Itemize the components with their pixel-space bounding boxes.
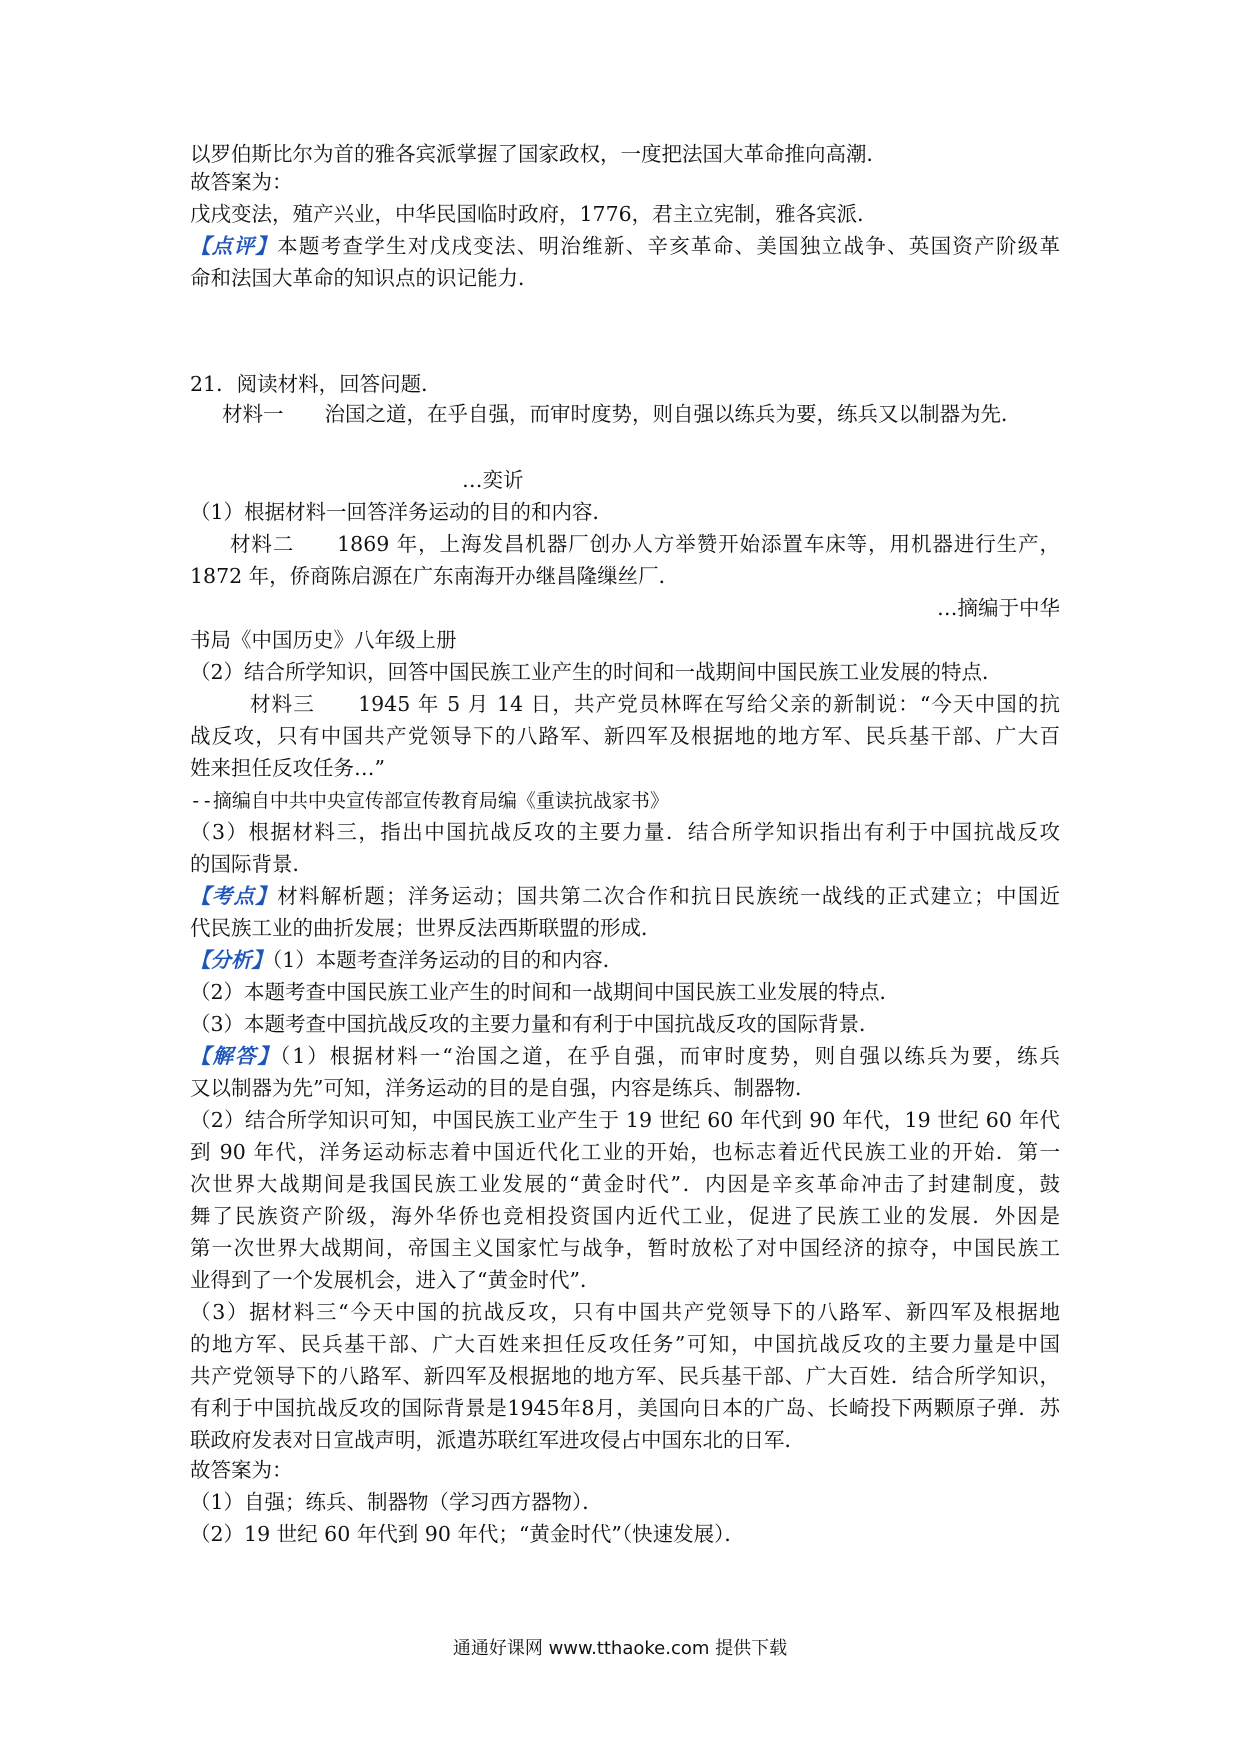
jieda-line: 有利于中国抗战反攻的国际背景是1945年8月，美国向日本的广岛、长崎投下两颗原子弹．苏 — [190, 1396, 1060, 1420]
fenxi-line — [190, 944, 1060, 976]
jieda-line: 的地方军、民兵基干部、广大百姓来担任反攻任务”可知，中国抗战反攻的主要力量是中国 — [190, 1332, 1060, 1356]
fenxi-line: （2）本题考查中国民族工业产生的时间和一战期间中国民族工业发展的特点． — [190, 980, 901, 1004]
source-text: --摘编自中共中央宣传部宣传教育局编《重读抗战家书》 — [190, 790, 669, 812]
material-three-line: 战反攻，只有中国共产党领导下的八路军、新四军及根据地的地方军、民兵基干部、广大百 — [190, 724, 1060, 748]
material-one-source: …奕䜣 — [462, 468, 524, 492]
page-footer: 通通好课网 www.tthaoke.com 提供下载 — [452, 1638, 788, 1659]
jieda-line: 次世界大战期间是我国民族工业发展的“黄金时代”．内因是辛亥革命冲击了封建制度，鼓 — [190, 1172, 1060, 1196]
sub-question-1: （1）根据材料一回答洋务运动的目的和内容． — [190, 500, 614, 524]
question-title: 21．阅读材料，回答问题． — [190, 372, 442, 396]
sub-question-2: （2）结合所学知识，回答中国民族工业产生的时间和一战期间中国民族工业发展的特点． — [190, 660, 1003, 684]
comment-line: 命和法国大革命的知识点的识记能力． — [190, 266, 539, 290]
kaodian-line — [190, 880, 1060, 912]
material-one: 材料一 治国之道，在乎自强，而审时度势，则自强以练兵为要，练兵又以制器为先． — [222, 402, 1022, 426]
jieda-text: （1）根据材料一“治国之道，在乎自强，而审时度势，则自强以练兵为要，练兵 — [279, 1044, 1060, 1068]
comment-tag: 【点评】 — [190, 234, 278, 258]
answer-text-line: 戊戌变法，殖产兴业，中华民国临时政府，1776，君主立宪制，雅各宾派． — [190, 202, 878, 226]
material-three-line: 姓来担任反攻任务…” — [190, 756, 385, 780]
material-two-line: 1872 年，侨商陈启源在广东南海开办继昌隆缫丝厂． — [190, 564, 680, 588]
jieda-line: 共产党领导下的八路军、新四军及根据地的地方军、民兵基干部、广大百姓．结合所学知识， — [190, 1364, 1060, 1388]
material-two-source: 书局《中国历史》八年级上册 — [190, 628, 457, 652]
jieda-line: 又以制器为先”可知，洋务运动的目的是自强，内容是练兵、制器物． — [190, 1076, 816, 1100]
sub-question-3: （3）根据材料三，指出中国抗战反攻的主要力量．结合所学知识指出有利于中国抗战反攻 — [190, 820, 1060, 844]
jieda-line: （2）结合所学知识可知，中国民族工业产生于 19 世纪 60 年代到 90 年代，19 世纪 60 年代 — [190, 1108, 1060, 1132]
final-answer-2: （2）19 世纪 60 年代到 90 年代；“黄金时代”（快速发展）． — [190, 1522, 745, 1546]
jieda-tag: 【解答】 — [190, 1044, 280, 1068]
answer-label: 故答案为： — [190, 170, 293, 194]
final-answer-1: （1）自强；练兵、制器物（学习西方器物）． — [190, 1490, 603, 1514]
fenxi-tag: 【分析】 — [190, 948, 272, 972]
material-three-source — [190, 784, 1060, 816]
jieda-line: 舞了民族资产阶级，海外华侨也竞相投资国内近代工业，促进了民族工业的发展．外因是 — [190, 1204, 1060, 1228]
material-two-source: …摘编于中华 — [937, 596, 1060, 620]
answer-label: 故答案为： — [190, 1458, 293, 1482]
answer-text-line: 以罗伯斯比尔为首的雅各宾派掌握了国家政权，一度把法国大革命推向高潮． — [190, 142, 887, 166]
jieda-line: 业得到了一个发展机会，进入了“黄金时代”． — [190, 1268, 601, 1292]
kaodian-text: 材料解析题；洋务运动；国共第二次合作和抗日民族统一战线的正式建立；中国近 — [277, 884, 1060, 908]
fenxi-line: （3）本题考查中国抗战反攻的主要力量和有利于中国抗战反攻的国际背景． — [190, 1012, 880, 1036]
kaodian-line: 代民族工业的曲折发展；世界反法西斯联盟的形成． — [190, 916, 662, 940]
jieda-line — [190, 1040, 1060, 1072]
jieda-line: 到 90 年代，洋务运动标志着中国近代化工业的开始，也标志着近代民族工业的开始．第一 — [190, 1140, 1060, 1164]
sub-question-3: 的国际背景． — [190, 852, 313, 876]
material-two-line: 材料二 1869 年，上海发昌机器厂创办人方举赞开始添置车床等，用机器进行生产， — [230, 532, 1060, 556]
comment-line — [190, 230, 1060, 262]
material-three-line: 材料三 1945 年 5 月 14 日，共产党员林晖在写给父亲的新制说：“今天中国的抗 — [250, 692, 1060, 716]
fenxi-text: （1）本题考查洋务运动的目的和内容． — [272, 948, 624, 972]
jieda-line: （3）据材料三“今天中国的抗战反攻，只有中国共产党领导下的八路军、新四军及根据地 — [190, 1300, 1060, 1324]
jieda-line: 联政府发表对日宣战声明，派遣苏联红军进攻侵占中国东北的日军． — [190, 1428, 805, 1452]
jieda-line: 第一次世界大战期间，帝国主义国家忙与战争，暂时放松了对中国经济的掠夺，中国民族工 — [190, 1236, 1060, 1260]
comment-text: 本题考查学生对戊戌变法、明治维新、辛亥革命、美国独立战争、英国资产阶级革 — [277, 234, 1060, 258]
kaodian-tag: 【考点】 — [190, 884, 278, 908]
